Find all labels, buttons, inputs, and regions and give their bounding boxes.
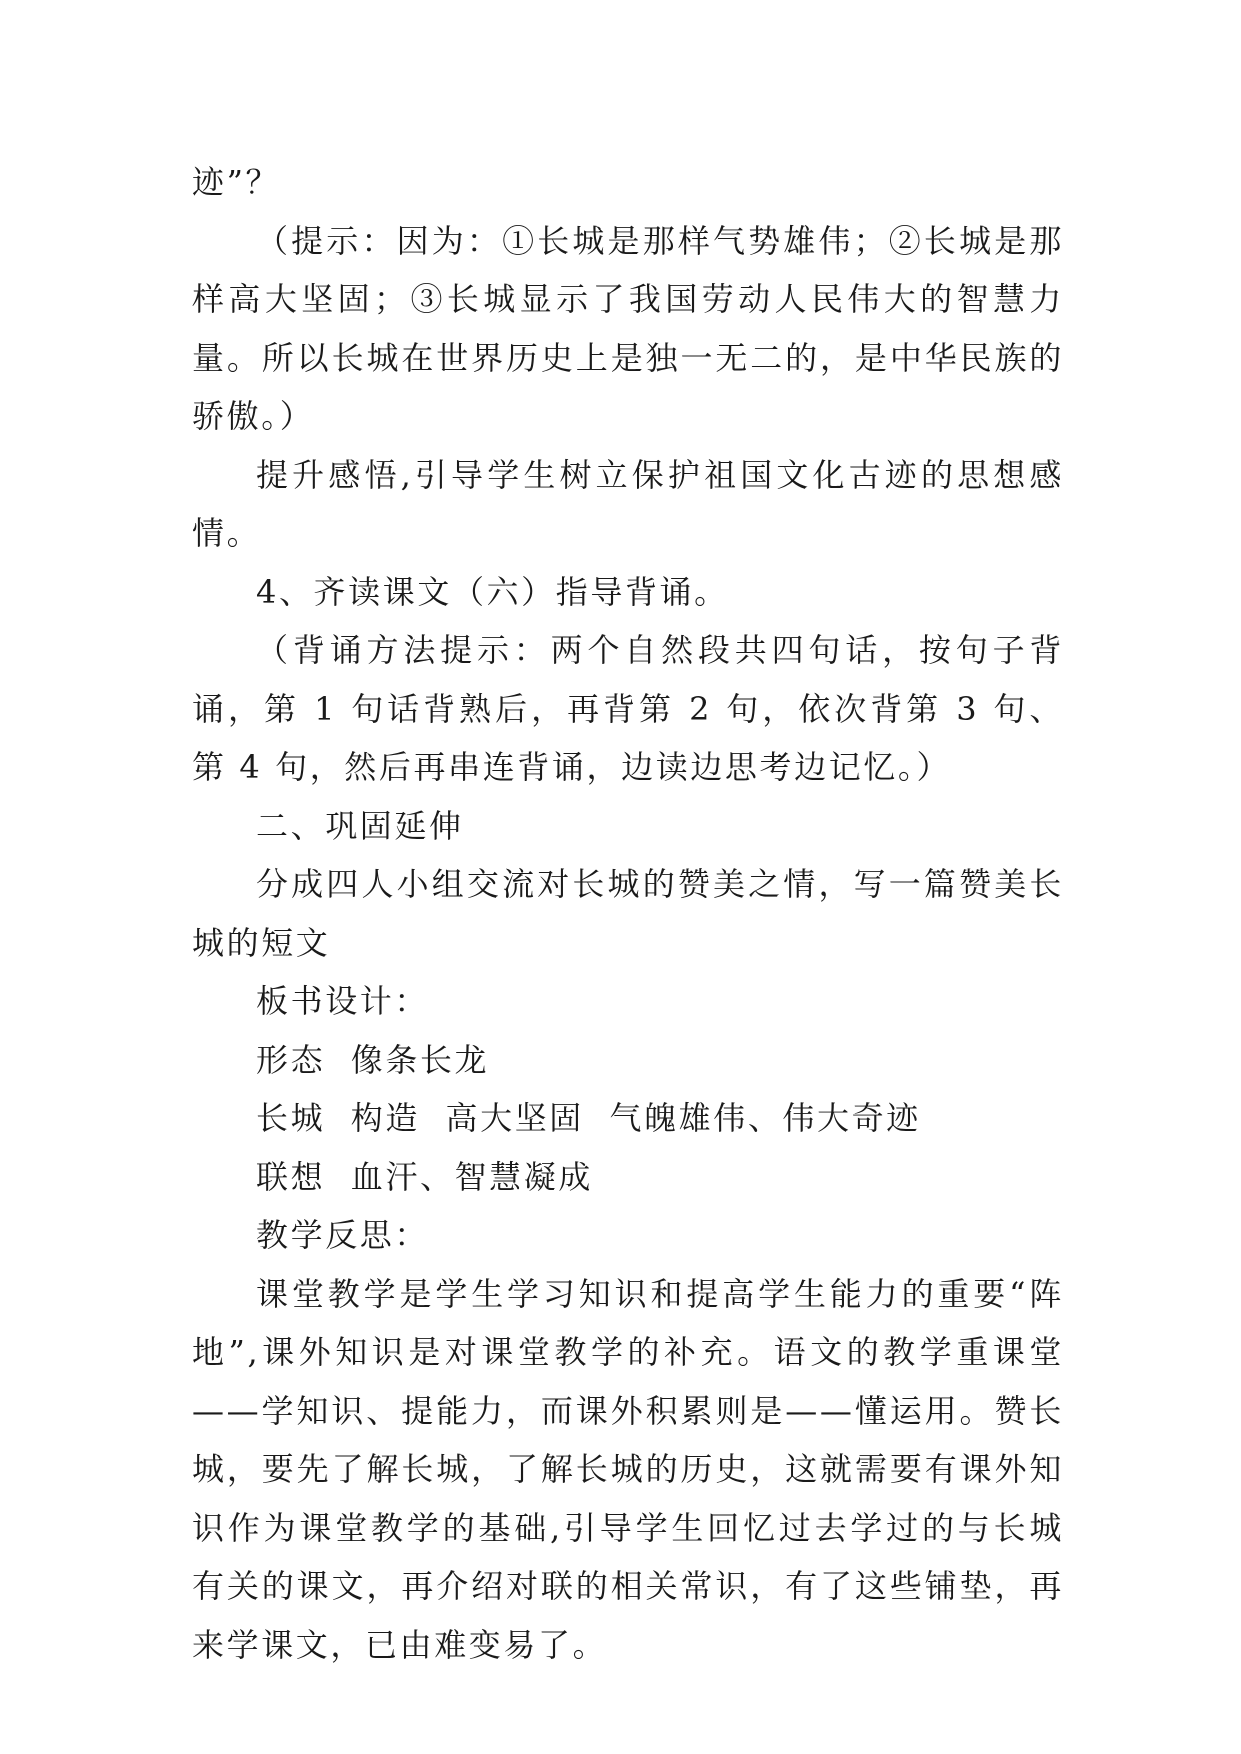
paragraph-feeling: 提升感悟,引导学生树立保护祖国文化古迹的思想感情。 bbox=[192, 455, 1064, 552]
paragraph-hint-reasons: （提示：因为：①长城是那样气势雄伟；②长城是那样高大坚固；③长城显示了我国劳动人民伟大的智慧力量。所以长城在世界历史上是独一无二的，是中华民族的骄傲。） bbox=[192, 221, 1064, 435]
paragraph-recite-hint: （背诵方法提示：两个自然段共四句话，按句子背诵，第 1 句话背熟后，再背第 2 句，依次背第 3 句、第 4 句，然后再串连背诵，边读边思考边记忆。） bbox=[192, 631, 1064, 786]
section-heading-consolidate: 二、巩固延伸 bbox=[256, 806, 464, 845]
reflection-heading: 教学反思： bbox=[256, 1216, 430, 1254]
paragraph-reflection: 课堂教学是学生学习知识和提高学生能力的重要“阵地”,课外知识是对课堂教学的补充。语文的教学重课堂——学知识、提能力，而课外积累则是——懂运用。赞长城，要先了解长城，了解长城的历史，这就需要有课外知识作为课堂教学的基础,引导学生回忆过去学过的与长城有关的课文，再介绍对联的相关常识，有了这些铺垫，再来学课文，已由难变易了。 bbox=[192, 1274, 1064, 1664]
board-line-association: 联想 血汗、智慧凝成 bbox=[256, 1157, 593, 1196]
paragraph-question-end: 迹”？ bbox=[192, 163, 281, 201]
body-text bbox=[192, 153, 1064, 1674]
paragraph-step-4: 4、齐读课文（六）指导背诵。 bbox=[256, 572, 729, 611]
paragraph-group-task: 分成四人小组交流对长城的赞美之情，写一篇赞美长城的短文 bbox=[192, 865, 1064, 962]
board-line-shape: 形态 像条长龙 bbox=[256, 1040, 490, 1079]
board-design-heading: 板书设计： bbox=[256, 982, 430, 1020]
board-line-structure: 长城 构造 高大坚固 气魄雄伟、伟大奇迹 bbox=[256, 1099, 921, 1137]
